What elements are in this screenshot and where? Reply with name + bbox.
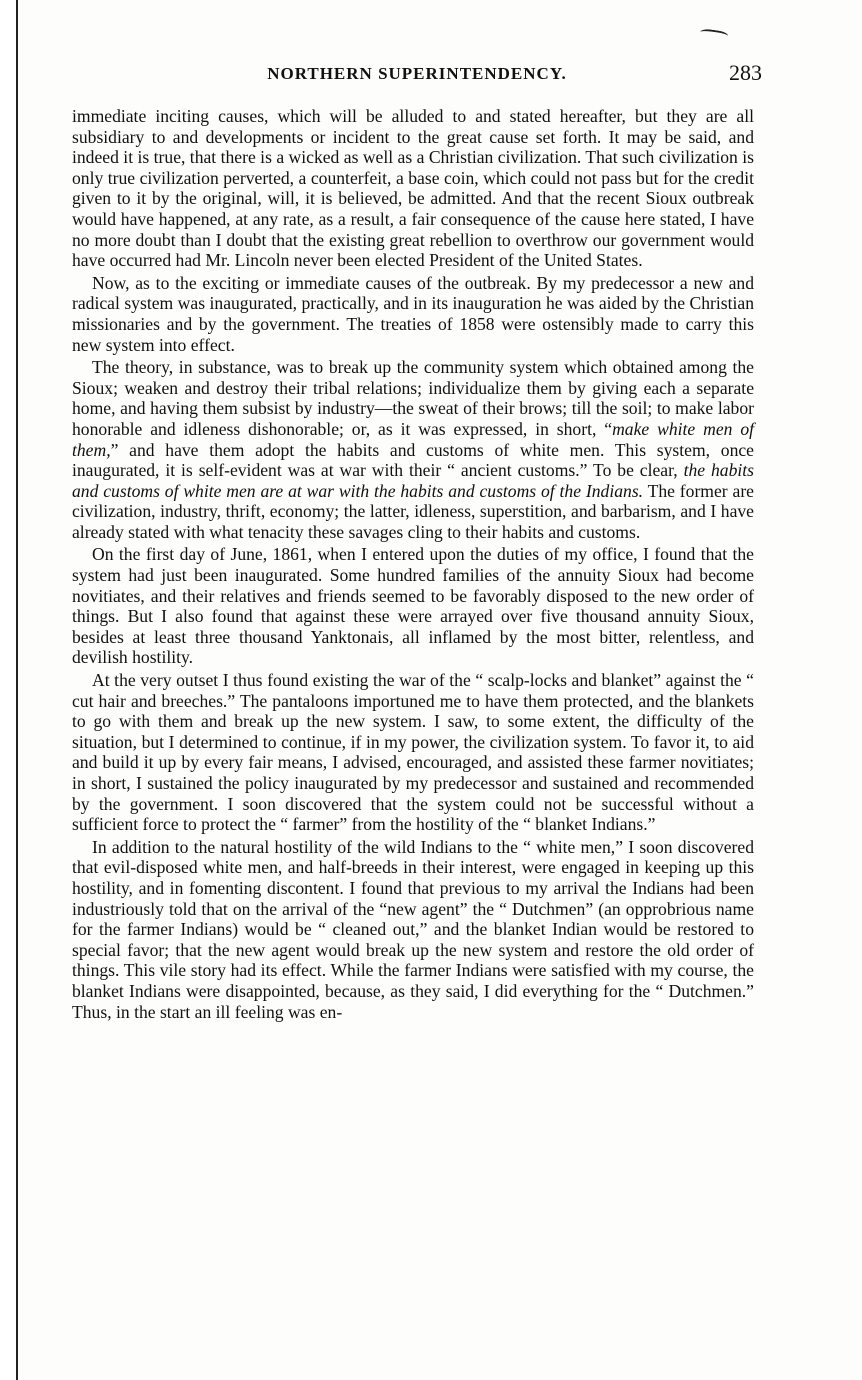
paragraph (72, 357, 754, 542)
corner-mark (699, 28, 728, 42)
paragraph (72, 837, 754, 1022)
italic-text: make white men of them, (72, 418, 755, 460)
text-run: The theory, in substance, was to break up the community system which obtained among the Sioux; weaken and destroy their tribal relations; individualize them by giving each a separate home, and having them subsist by industry—the sweat of their brows; till the soil; to make labor honorable and idleness dishonorable; or, as it was expressed, in short, “ (72, 357, 754, 439)
body-text (72, 106, 754, 1024)
text-run: At the very outset I thus found existing the war of the “ scalp-locks and blanket” against the “ cut hair and breeches.” The pantaloons importuned me to have them protected, and the blankets to go with them and break up the new system. I saw, to some extent, the difficulty of the situation, but I determined to continue, if in my power, the civilization system. To favor it, to aid and build it up by every fair means, I advised, encouraged, and assisted these farmer novitiates; in short, I sustained the policy inaugurated by my predecessor and sustained and recommended by the government. I soon discovered that the system could not be successful without a sufficient force to protect the “ farmer” from the hostility of the “ blanket Indians.” (72, 670, 754, 835)
paragraph (72, 544, 754, 668)
text-run: The former are civilization, industry, thrift, economy; the latter, idleness, superstition, and barbarism, and I have already stated with what tenacity these savages cling to their habits and customs. (72, 480, 754, 542)
italic-text: the habits and customs of white men are at war with the habits and customs of the Indians. (72, 460, 754, 501)
paragraph (72, 106, 754, 271)
text-run: In addition to the natural hostility of the wild Indians to the “ white men,” I soon discovered that evil-disposed white men, and half-breeds in their interest, were engaged in keeping up this hostility, and in fomenting discontent. I found that previous to my arrival the Indians had been industriously told that on the arrival of the “new agent” the “ Dutchmen” (an opprobrious name for the farmer Indians) would be “ cleaned out,” and the blanket Indian would be restored to special favor; that the new agent would break up the new system and restore the old order of things. This vile story had its effect. While the farmer Indians were satisfied with my course, the blanket Indians were disappointed, because, as they said, I did everything for the “ Dutchmen.” Thus, in the start an ill feeling was en- (72, 836, 754, 1022)
running-head: NORTHERN SUPERINTENDENCY. (267, 64, 567, 83)
page-header (72, 60, 762, 94)
text-run: On the first day of June, 1861, when I entered upon the duties of my office, I found that the system had just been inaugurated. Some hundred families of the annuity Sioux had become novitiates, and their relatives and friends seemed to be favorably disposed to the new order of things. But I also found that against these were arrayed over five thousand annuity Sioux, besides at least three thousand Yanktonais, all inflamed by the most bitter, relentless, and devilish hostility. (72, 544, 754, 668)
paragraph (72, 670, 754, 835)
page-number: 283 (729, 60, 762, 85)
paragraph (72, 273, 754, 355)
page-binding-edge (0, 0, 18, 1380)
text-run: ” and have them adopt the habits and customs of white men. This system, once inaugurated, it is self-evident was at war with their “ ancient customs.” To be clear, (72, 439, 754, 481)
print-speck (326, 1292, 332, 1301)
text-run: immediate inciting causes, which will be alluded to and stated hereafter, but they are all subsidiary to and developments or incident to the great cause set forth. It may be said, and indeed it is true, that there is a wicked as well as a Christian civilization. That such civilization is only true civilization perverted, a counterfeit, a base coin, which could not pass but for the credit given to it by the original, will, it is believed, be admitted. And that the recent Sioux outbreak would have happened, at any rate, as a result, a fair consequence of the cause here stated, I have no more doubt than I doubt that the existing great rebellion to overthrow our government would have occurred had Mr. Lincoln never been elected President of the United States. (72, 106, 754, 271)
text-run: Now, as to the exciting or immediate causes of the outbreak. By my predecessor a new and radical system was inaugurated, practically, and in its inauguration he was aided by the Christian missionaries and by the government. The treaties of 1858 were ostensibly made to carry this new system into effect. (72, 272, 754, 355)
